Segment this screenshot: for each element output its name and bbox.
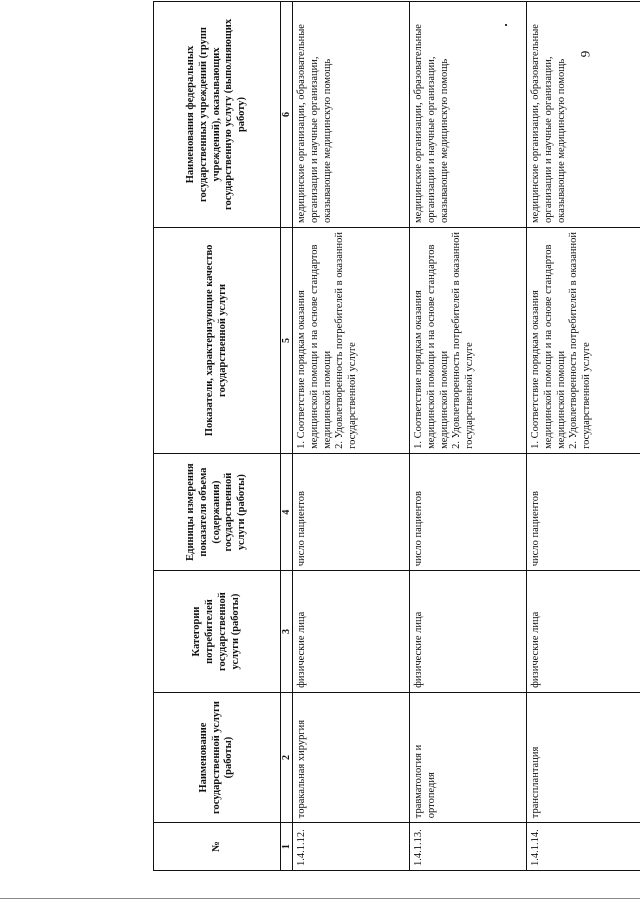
consumer-category: физические лица bbox=[410, 571, 527, 693]
table-row bbox=[527, 2, 640, 871]
services-table bbox=[153, 1, 640, 871]
service-name: травматология и ортопедия bbox=[410, 692, 527, 822]
row-number: 1.4.1.14. bbox=[527, 823, 640, 871]
indicator-1: 1. Соответствие порядкам оказания медицинской помощи и на основе стандартов медицинской помощи bbox=[296, 244, 333, 449]
institutions: медицинские организации, образовательные организации и научные организации, оказывающие медицинскую помощь bbox=[410, 2, 527, 228]
header-number: № bbox=[154, 823, 281, 871]
institutions: медицинские организации, образовательные организации и научные организации, оказывающие медицинскую помощь bbox=[293, 2, 410, 228]
header-volume-unit: Единицы измерения показателя объема (содержания) государственной услуги (работы) bbox=[154, 453, 281, 570]
indicator-2: 2. Удовлетворенность потребителей в оказанной государственной услуге bbox=[568, 232, 593, 449]
scan-speck bbox=[505, 24, 507, 26]
indicator-1: 1. Соответствие порядкам оказания медицинской помощи и на основе стандартов медицинской помощи bbox=[530, 244, 567, 449]
rotated-page bbox=[153, 1, 618, 871]
consumer-category: физические лица bbox=[527, 571, 640, 693]
header-institutions: Наименования федеральных государственных учреждений (групп учреждений), оказывающих государственную услугу (выполняющих работу) bbox=[154, 2, 281, 228]
column-number: 5 bbox=[281, 227, 293, 453]
column-number-row bbox=[281, 2, 293, 871]
column-number: 2 bbox=[281, 692, 293, 822]
header-service-name: Наименование государственной услуги (работы) bbox=[154, 692, 281, 822]
table-row bbox=[410, 2, 527, 871]
page-number: 9 bbox=[577, 50, 593, 58]
indicator-2: 2. Удовлетворенность потребителей в оказанной государственной услуге bbox=[451, 232, 476, 449]
header-consumer-category: Категории потребителей государственной услуги (работы) bbox=[154, 571, 281, 693]
column-number: 3 bbox=[281, 571, 293, 693]
volume-unit: число пациентов bbox=[293, 453, 410, 570]
volume-unit: число пациентов bbox=[527, 453, 640, 570]
row-number: 1.4.1.13. bbox=[410, 823, 527, 871]
column-number: 6 bbox=[281, 2, 293, 228]
quality-indicators bbox=[293, 227, 410, 453]
column-number: 1 bbox=[281, 823, 293, 871]
column-number: 4 bbox=[281, 453, 293, 570]
indicator-2: 2. Удовлетворенность потребителей в оказанной государственной услуге bbox=[334, 232, 359, 449]
quality-indicators bbox=[527, 227, 640, 453]
indicator-1: 1. Соответствие порядкам оказания медицинской помощи и на основе стандартов медицинской помощи bbox=[413, 244, 450, 449]
volume-unit: число пациентов bbox=[410, 453, 527, 570]
service-name: трансплантация bbox=[527, 692, 640, 822]
consumer-category: физические лица bbox=[293, 571, 410, 693]
service-name: торакальная хирургия bbox=[293, 692, 410, 822]
scan-edge-line bbox=[0, 898, 640, 899]
header-quality-indicators: Показатели, характеризующие качество государственной услуги bbox=[154, 227, 281, 453]
row-number: 1.4.1.12. bbox=[293, 823, 410, 871]
table-header-row bbox=[154, 2, 281, 871]
quality-indicators bbox=[410, 227, 527, 453]
table-row bbox=[293, 2, 410, 871]
institutions: медицинские организации, образовательные организации и научные организации, оказывающие медицинскую помощь bbox=[527, 2, 640, 228]
